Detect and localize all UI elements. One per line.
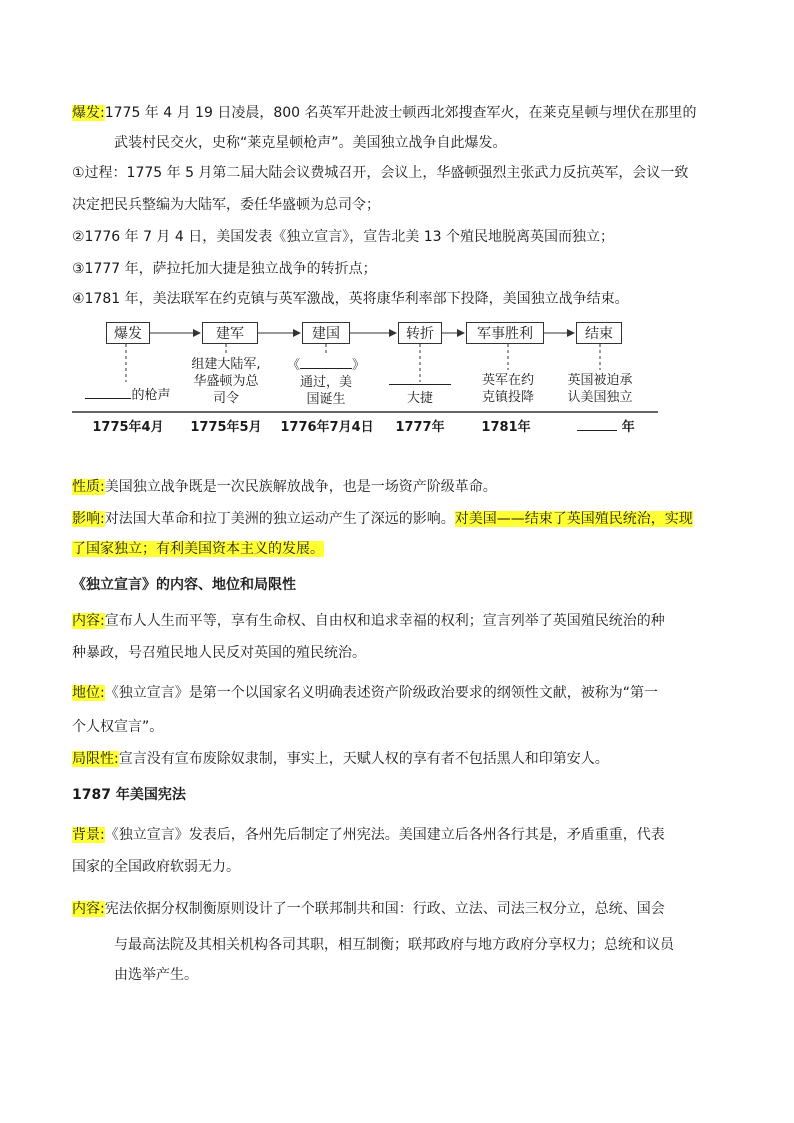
- timeline-box-outbreak: 爆发: [106, 322, 150, 344]
- status-text-cont: 个人权宣言”。: [72, 719, 164, 735]
- limitation-paragraph: [72, 744, 724, 774]
- process-3: [72, 254, 724, 284]
- timeline-box-army: 建军: [202, 322, 258, 344]
- timeline-desc-founding: 《 》 通过，美 国诞生: [286, 358, 366, 407]
- constitution-content-cont-2: [72, 960, 724, 990]
- timeline-date-4: 1777年: [395, 420, 445, 435]
- timeline-date-5: 1781年: [481, 420, 531, 435]
- constitution-content-text-3: 由选举产生。: [114, 967, 198, 983]
- status-paragraph-cont: [72, 712, 724, 742]
- timeline-box-end: 结束: [576, 322, 622, 344]
- background-paragraph: [72, 820, 724, 850]
- background-label: 背景:: [72, 827, 105, 843]
- status-label: 地位:: [72, 685, 105, 701]
- timeline-desc-end: 英国被迫承 认美国独立: [567, 373, 633, 405]
- limitation-text: 宣言没有宣布废除奴隶制，事实上，天赋人权的享有者不包括黑人和印第安人。: [118, 751, 609, 767]
- declaration-heading: 《独立宣言》的内容、地位和局限性: [72, 577, 296, 593]
- status-paragraph: [72, 678, 724, 708]
- process-2: [72, 222, 724, 252]
- process-3-text: ③1777 年，萨拉托加大捷是独立战争的转折点；: [72, 261, 377, 277]
- influence-highlight-cont: 了国家独立；有利美国资本主义的发展。: [72, 541, 324, 557]
- process-4-text: ④1781 年，美法联军在约克镇与英军激战，英将康华利率部下投降，美国独立战争结束。: [72, 291, 629, 307]
- process-1: [72, 158, 724, 188]
- constitution-content-label: 内容:: [72, 901, 105, 917]
- timeline-date-6: 年: [566, 416, 646, 435]
- process-1-text-cont: 决定把民兵整编为大陆军，委任华盛顿为总司令；: [72, 197, 380, 213]
- timeline-date-2: 1775年5月: [190, 420, 262, 435]
- timeline-date-3: 1776年7月4日: [280, 420, 374, 435]
- influence-highlight: 对美国——结束了英国殖民统治，实现: [454, 511, 693, 527]
- outbreak-label: 爆发:: [72, 105, 105, 121]
- timeline-desc-army: 组建大陆军, 华盛顿为总 司令: [191, 357, 261, 406]
- constitution-content-cont-1: [72, 930, 724, 960]
- background-paragraph-cont: [72, 852, 724, 882]
- constitution-content-paragraph: [72, 894, 724, 924]
- timeline-diagram: [68, 316, 660, 444]
- constitution-heading: 1787 年美国宪法: [72, 787, 186, 803]
- outbreak-text: 1775 年 4 月 19 日凌晨，800 名英军开赴波士顿西北郊搜查军火，在莱克星顿与埋伏在那里的: [104, 105, 697, 121]
- influence-text: 对法国大革命和拉丁美洲的独立运动产生了深远的影响。: [104, 511, 455, 527]
- content-paragraph: [72, 606, 724, 636]
- process-1-cont: [72, 190, 724, 220]
- constitution-content-text-2: 与最高法院及其相关机构各司其职，相互制衡；联邦政府与地方政府分享权力；总统和议员: [114, 937, 674, 953]
- influence-label: 影响:: [72, 511, 105, 527]
- outbreak-paragraph: [72, 98, 724, 128]
- nature-text: 美国独立战争既是一次民族解放战争，也是一场资产阶级革命。: [104, 479, 497, 495]
- timeline-desc-turning: 大捷: [380, 372, 460, 407]
- timeline-box-turning: 转折: [398, 322, 442, 344]
- content-text-cont: 种暴政，号召殖民地人民反对英国的殖民统治。: [72, 645, 366, 661]
- background-text: 《独立宣言》发表后，各州先后制定了州宪法。美国建立后各州各行其是，矛盾重重，代表: [104, 827, 665, 843]
- outbreak-text-cont: 武装村民交火，史称“莱克星顿枪声”。美国独立战争自此爆发。: [114, 135, 507, 151]
- content-label: 内容:: [72, 613, 105, 629]
- process-2-text: ②1776 年 7 月 4 日，美国发表《独立宣言》，宣告北美 13 个殖民地脱离英国而独立；: [72, 229, 614, 245]
- timeline-box-victory: 军事胜利: [466, 322, 544, 344]
- limitation-label: 局限性:: [72, 751, 119, 767]
- status-text: 《独立宣言》是第一个以国家名义明确表述资产阶级政治要求的纲领性文献，被称为“第一: [104, 685, 658, 701]
- background-text-cont: 国家的全国政府软弱无力。: [72, 859, 240, 875]
- timeline-desc-victory: 英军在约 克镇投降: [481, 373, 534, 405]
- process-1-text: ①过程：1775 年 5 月第二届大陆会议费城召开，会议上，华盛顿强烈主张武力反抗英军，会议一致: [72, 165, 689, 181]
- process-4: [72, 284, 724, 314]
- constitution-content-text: 宪法依据分权制衡原则设计了一个联邦制共和国：行政、立法、司法三权分立，总统、国会: [104, 901, 665, 917]
- timeline-date-1: 1775年4月: [92, 420, 164, 435]
- nature-label: 性质:: [72, 479, 105, 495]
- content-text: 宣布人人生而平等，享有生命权、自由权和追求幸福的权利；宣言列举了英国殖民统治的种: [104, 613, 665, 629]
- content-paragraph-cont: [72, 638, 724, 668]
- timeline-box-founding: 建国: [302, 322, 350, 344]
- influence-paragraph-cont: [72, 534, 724, 564]
- influence-paragraph: [72, 504, 724, 534]
- timeline-desc-outbreak: 的枪声: [78, 386, 178, 404]
- outbreak-paragraph-cont: [72, 128, 724, 158]
- nature-paragraph: [72, 472, 724, 502]
